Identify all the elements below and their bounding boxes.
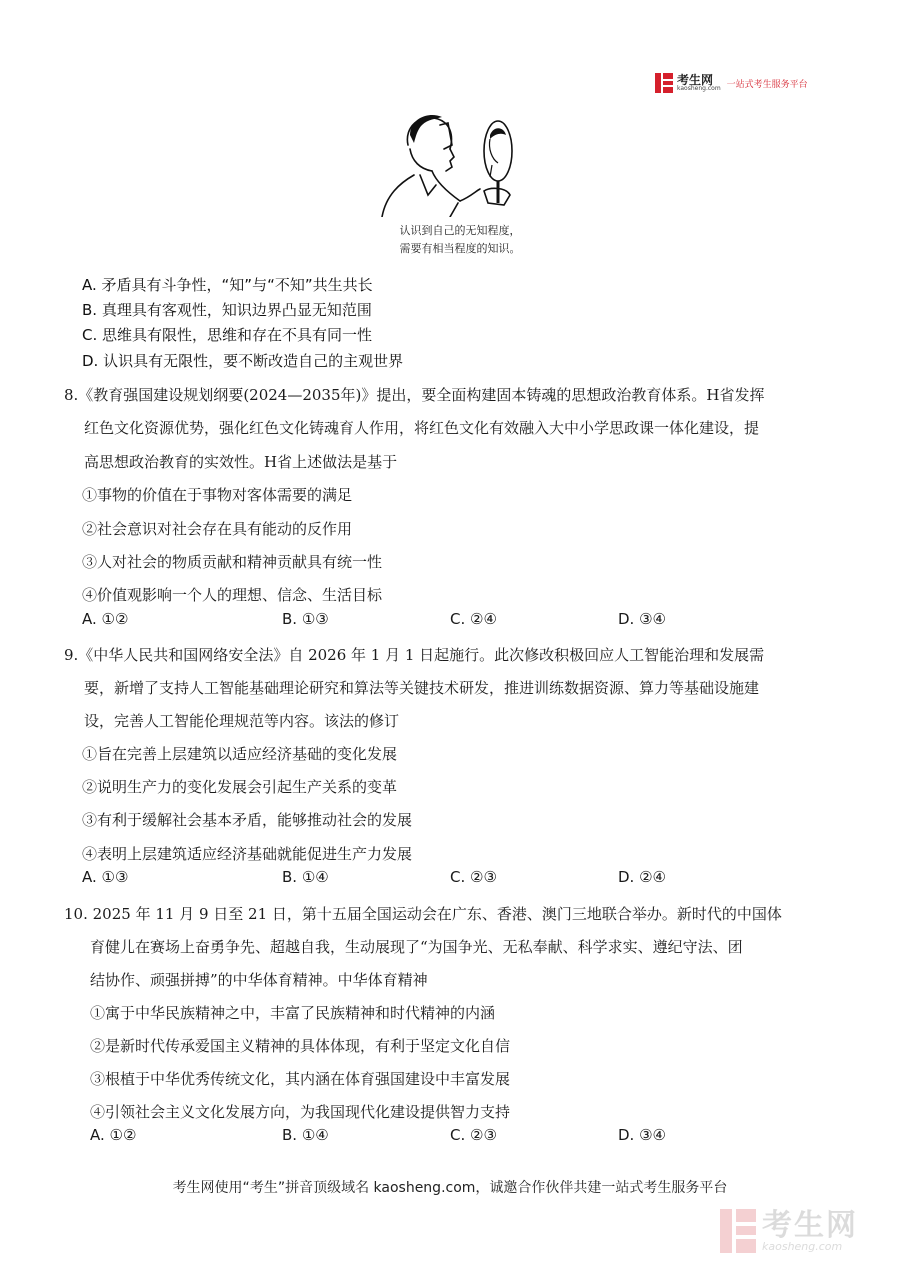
q9-choice-c[interactable]: C. ②③ bbox=[450, 868, 497, 886]
q9-item-4: ④表明上层建筑适应经济基础就能促进生产力发展 bbox=[82, 845, 413, 863]
q8-choice-d[interactable]: D. ③④ bbox=[618, 610, 666, 628]
q9-item-2: ②说明生产力的变化发展会引起生产关系的变革 bbox=[82, 778, 398, 796]
q10-item-1: ①寓于中华民族精神之中，丰富了民族精神和时代精神的内涵 bbox=[90, 1004, 496, 1022]
q10-item-4: ④引领社会主义文化发展方向，为我国现代化建设提供智力支持 bbox=[90, 1103, 511, 1121]
logo-domain: kaosheng.com bbox=[677, 85, 721, 92]
watermark-name: 考生网 bbox=[762, 1207, 858, 1243]
q8-stem-line: 8.《教育强国建设规划纲要(2024—2035年)》提出，要全面构建固本铸魂的思想政治教育体系。H省发挥 bbox=[64, 386, 765, 404]
q10-stem-line: 10. 2025 年 11 月 9 日至 21 日，第十五届全国运动会在广东、香港、澳门三地联合举办。新时代的中国体 bbox=[64, 905, 782, 923]
q10-stem-line: 结协作、顽强拼搏”的中华体育精神。中华体育精神 bbox=[90, 971, 428, 989]
figure-caption-line-2: 需要有相当程度的知识。 bbox=[399, 242, 521, 255]
man-with-mirror-illustration bbox=[380, 105, 530, 217]
footer-notice[interactable]: 考生网使用“考生”拼音顶级域名 kaosheng.com，诚邀合作伙伴共建一站式考生服务平台 bbox=[172, 1180, 728, 1196]
q7-option-b[interactable]: B. 真理具有客观性，知识边界凸显无知范围 bbox=[82, 301, 372, 319]
q10-choice-a[interactable]: A. ①② bbox=[90, 1126, 137, 1144]
q10-choice-c[interactable]: C. ②③ bbox=[450, 1126, 497, 1144]
figure-caption-line-1: 认识到自己的无知程度， bbox=[399, 224, 521, 237]
q10-stem-line: 育健儿在赛场上奋勇争先、超越自我，生动展现了“为国争光、无私奉献、科学求实、遵纪守法、团 bbox=[90, 938, 743, 956]
q8-item-1: ①事物的价值在于事物对客体需要的满足 bbox=[82, 486, 353, 504]
q9-choice-d[interactable]: D. ②④ bbox=[618, 868, 666, 886]
q8-item-2: ②社会意识对社会存在具有能动的反作用 bbox=[82, 520, 353, 538]
logo-name: 考生网 bbox=[677, 73, 714, 87]
q9-choice-a[interactable]: A. ①③ bbox=[82, 868, 129, 886]
q8-item-4: ④价值观影响一个人的理想、信念、生活目标 bbox=[82, 586, 383, 604]
q9-stem-line: 要，新增了支持人工智能基础理论研究和算法等关键技术研发，推进训练数据资源、算力等基础设施建 bbox=[84, 679, 760, 697]
q8-choice-b[interactable]: B. ①③ bbox=[282, 610, 329, 628]
logo-slogan: 一站式考生服务平台 bbox=[726, 79, 808, 90]
q10-choice-d[interactable]: D. ③④ bbox=[618, 1126, 666, 1144]
q9-item-1: ①旨在完善上层建筑以适应经济基础的变化发展 bbox=[82, 745, 398, 763]
site-logo[interactable] bbox=[655, 70, 808, 96]
q7-option-d[interactable]: D. 认识具有无限性，要不断改造自己的主观世界 bbox=[82, 352, 404, 370]
q8-choice-a[interactable]: A. ①② bbox=[82, 610, 129, 628]
q9-choice-b[interactable]: B. ①④ bbox=[282, 868, 329, 886]
q10-item-2: ②是新时代传承爱国主义精神的具体体现，有利于坚定文化自信 bbox=[90, 1037, 511, 1055]
q7-option-a[interactable]: A. 矛盾具有斗争性，“知”与“不知”共生共长 bbox=[82, 276, 373, 294]
q9-item-3: ③有利于缓解社会基本矛盾，能够推动社会的发展 bbox=[82, 811, 413, 829]
watermark-mark-icon bbox=[720, 1209, 756, 1253]
q10-item-3: ③根植于中华优秀传统文化，其内涵在体育强国建设中丰富发展 bbox=[90, 1070, 511, 1088]
logo-mark-icon bbox=[655, 73, 673, 93]
q8-stem-line: 红色文化资源优势，强化红色文化铸魂育人作用，将红色文化有效融入大中小学思政课一体化建设，提 bbox=[84, 419, 760, 437]
q8-stem-line: 高思想政治教育的实效性。H省上述做法是基于 bbox=[84, 453, 398, 471]
watermark-domain: kaosheng.com bbox=[762, 1239, 843, 1253]
q8-choice-c[interactable]: C. ②④ bbox=[450, 610, 497, 628]
q8-item-3: ③人对社会的物质贡献和精神贡献具有统一性 bbox=[82, 553, 383, 571]
watermark-logo bbox=[720, 1205, 885, 1257]
q10-choice-b[interactable]: B. ①④ bbox=[282, 1126, 329, 1144]
q9-stem-line: 9.《中华人民共和国网络安全法》自 2026 年 1 月 1 日起施行。此次修改积极回应人工智能治理和发展需 bbox=[64, 646, 765, 664]
q9-stem-line: 设，完善人工智能伦理规范等内容。该法的修订 bbox=[84, 712, 400, 730]
q7-option-c[interactable]: C. 思维具有限性，思维和存在不具有同一性 bbox=[82, 326, 373, 344]
